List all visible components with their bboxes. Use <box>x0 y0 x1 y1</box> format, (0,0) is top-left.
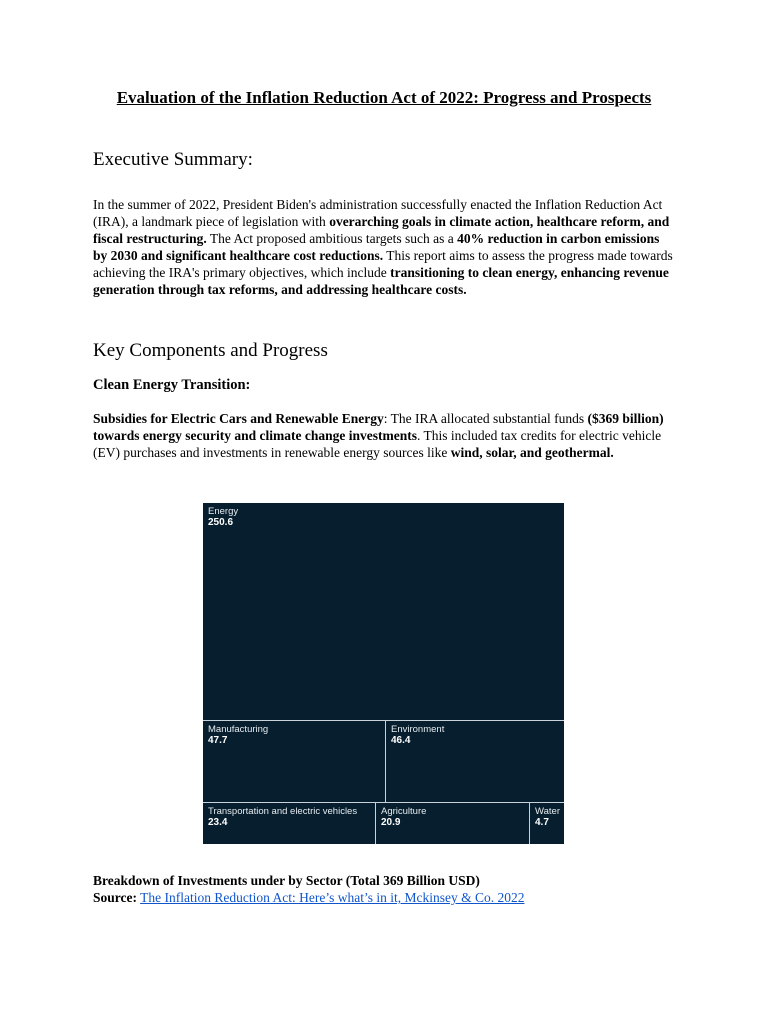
executive-summary-segment: In the summer of 2022, President Biden's administration successfully enacted the Inflation Reduction Act (IRA), a landmark piece of legislation with <box>93 197 663 229</box>
clean-energy-paragraph <box>93 410 673 461</box>
treemap-tile <box>203 503 564 721</box>
treemap-tile <box>203 803 376 844</box>
executive-summary-segment: This report aims to assess the progress made towards achieving the IRA's primary objectives, which include <box>93 248 673 280</box>
source-link[interactable]: The Inflation Reduction Act: Here’s what’s in it, Mckinsey & Co. 2022 <box>140 890 525 905</box>
treemap-tile-value: 46.4 <box>391 735 411 746</box>
clean-energy-segment: : The IRA allocated substantial funds <box>383 411 588 426</box>
executive-summary-segment: transitioning to clean energy, enhancing revenue generation through tax reforms, and addressing healthcare costs. <box>93 265 669 297</box>
clean-energy-subheading: Clean Energy Transition: <box>93 377 251 393</box>
clean-energy-segment: ($369 billion) towards energy security and climate change investments <box>93 411 664 443</box>
key-components-heading: Key Components and Progress <box>93 340 328 361</box>
executive-summary-segment: The Act proposed ambitious targets such as a <box>206 231 458 246</box>
clean-energy-segment: wind, solar, and geothermal. <box>450 445 614 460</box>
treemap-tile <box>530 803 564 844</box>
treemap-tile-label: Agriculture <box>381 806 427 817</box>
document-title: Evaluation of the Inflation Reduction Act of 2022: Progress and Prospects <box>116 88 652 107</box>
clean-energy-segment: Subsidies for Electric Cars and Renewable Energy <box>93 411 384 426</box>
investment-treemap <box>203 503 564 844</box>
treemap-tile-value: 4.7 <box>535 817 549 828</box>
treemap-tile-value: 20.9 <box>381 817 401 828</box>
executive-summary-paragraph <box>93 196 673 298</box>
caption-title: Breakdown of Investments under by Sector (Total 369 Billion USD) <box>93 873 480 888</box>
treemap-tile-label: Manufacturing <box>208 724 269 735</box>
treemap-tile-value: 250.6 <box>208 517 234 528</box>
treemap-tile-label: Transportation and electric vehicles <box>208 806 358 817</box>
treemap-tile <box>386 721 564 803</box>
treemap-tile <box>376 803 530 844</box>
clean-energy-segment: . This included tax credits for electric vehicle (EV) purchases and investments in renewable energy sources like <box>93 428 662 460</box>
executive-summary-segment: overarching goals in climate action, healthcare reform, and fiscal restructuring. <box>93 214 670 246</box>
executive-summary-segment: 40% reduction in carbon emissions by 2030 and significant healthcare cost reductions. <box>93 231 660 263</box>
chart-caption <box>93 872 524 906</box>
source-label: Source: <box>93 890 137 905</box>
executive-summary-heading: Executive Summary: <box>93 149 253 170</box>
treemap-tile-value: 47.7 <box>208 735 228 746</box>
treemap-tile-label: Energy <box>208 506 239 517</box>
treemap-tile <box>203 721 386 803</box>
treemap-tile-label: Water <box>535 806 560 817</box>
treemap-tile-label: Environment <box>391 724 445 735</box>
treemap-tile-value: 23.4 <box>208 817 228 828</box>
